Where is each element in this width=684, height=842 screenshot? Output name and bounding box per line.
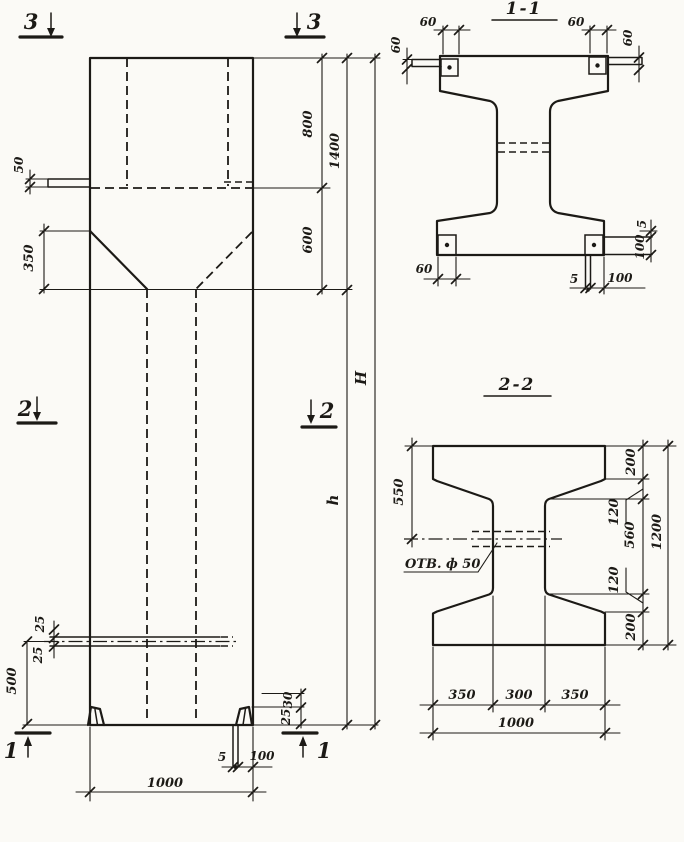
section-1-1-outline [437,56,608,255]
dim-60-tl: 60 [419,15,437,29]
dim-600: 600 [301,226,316,254]
section-2-2-title: 2-2 [498,375,536,395]
taper-line-left [91,232,147,289]
dim-550: 550 [392,478,407,506]
dim-560: 560 [623,521,638,549]
section-2-2-right-dims [607,440,673,650]
head-hidden-web-lines [127,58,228,186]
elevation-right-dims [301,54,380,730]
section-2-2-left-dim [392,438,417,547]
marker-1-right: 1 [316,738,332,763]
dim-1400: 1400 [328,132,343,170]
marker-3-right: 3 [306,9,322,34]
left-ledge [48,179,90,187]
section-2-2-extension-lines [405,446,676,740]
shaft-hidden-web-lines [147,289,196,722]
dim-h: h [324,494,342,506]
dim-100-plate: 100 [249,749,275,763]
dim-60-tl-side: 60 [389,36,403,54]
dim-5-br: 5 [569,272,579,286]
dim-100-side: 100 [633,234,647,260]
elevation-left-dims [5,156,59,728]
dim-350-left: 350 [448,688,476,703]
dim-200-top: 200 [624,448,639,476]
marker-2-right: 2 [319,398,335,423]
section-1-1-view [389,0,657,294]
section-1-1-title: 1-1 [505,0,543,19]
dim-1000-width: 1000 [146,776,184,791]
dim-60-bl: 60 [415,262,433,276]
elevation-extension-lines [23,58,380,801]
marker-3-left: 3 [23,9,39,34]
dim-5-side: 5 [635,219,649,229]
dim-H: H [352,370,370,386]
dim-500-base: 500 [5,667,20,695]
dim-200-bottom: 200 [624,613,639,641]
dim-60-tr: 60 [567,15,585,29]
dim-120-top: 120 [607,498,622,526]
section-1-1-hole-hidden [498,143,549,152]
dim-100-br: 100 [607,271,633,285]
dim-350-right: 350 [561,688,589,703]
dim-1200: 1200 [650,513,665,551]
taper-line-right-hidden [196,232,252,289]
elevation-view [4,9,380,801]
section-2-2-view [392,375,676,740]
dim-25-lower: 25 [31,646,45,664]
marker-1-left: 1 [3,738,19,763]
section-2-2-hole [404,532,562,573]
dim-25-upper: 25 [33,615,47,633]
dim-30-foot: 30 [281,691,295,709]
dim-50-ledge: 50 [12,156,26,174]
marker-2-left: 2 [17,396,33,421]
dim-300: 300 [505,688,533,703]
base-slot [44,637,237,646]
base-feet [88,707,252,725]
dim-350-taper: 350 [22,244,37,272]
dim-800: 800 [301,110,316,138]
dim-1000-section: 1000 [497,716,535,731]
section-2-2-bottom-dims [420,688,620,738]
dim-60-tr-side: 60 [621,29,635,47]
section-2-2-outline [433,446,605,645]
dim-25-foot: 25 [279,708,293,726]
elevation-bottom-dims [76,689,306,797]
section-1-1-embed-plates [438,57,606,255]
dim-120-bottom: 120 [607,566,622,594]
dim-5-plate: 5 [217,750,227,764]
hole-callout: ОТВ. ф 50 [405,557,481,572]
